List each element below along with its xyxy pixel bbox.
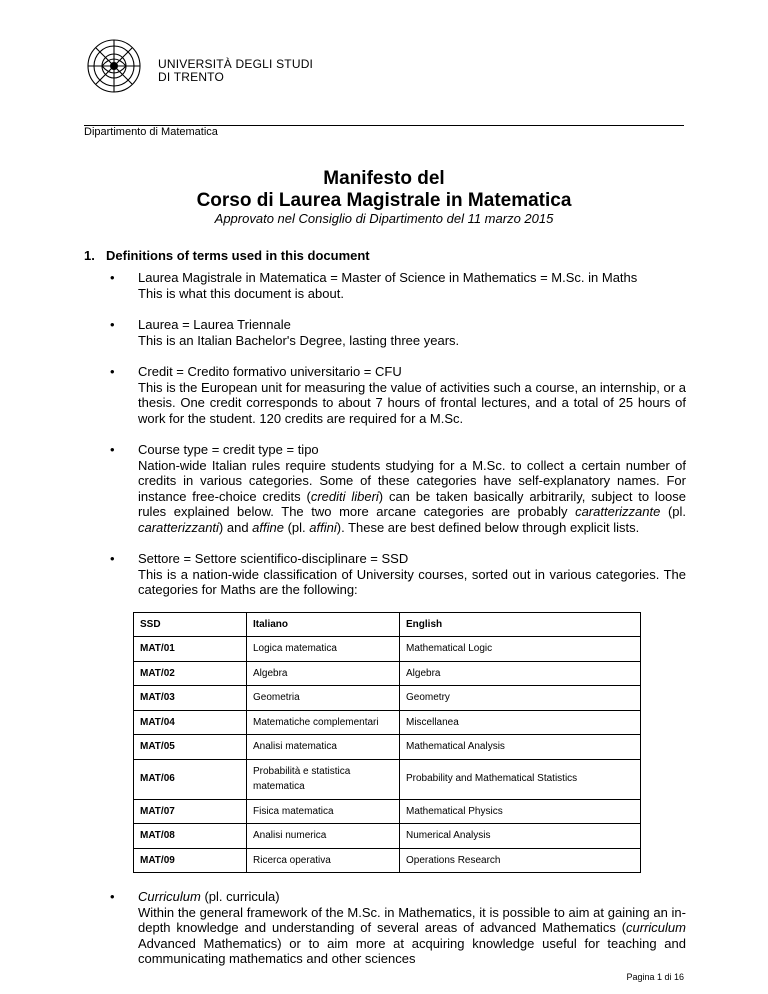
- bullet-dot-icon: •: [110, 551, 115, 566]
- list-item: [110, 317, 686, 348]
- item-lead: Laurea Magistrale in Matematica = Master of Science in Mathematics = M.Sc. in Maths: [138, 270, 638, 285]
- section-number: 1.: [84, 248, 95, 263]
- table-row: [134, 848, 641, 873]
- table-cell: Algebra: [400, 661, 641, 686]
- department-name: Dipartimento di Matematica: [84, 126, 218, 138]
- text-run: Within the general framework of the M.Sc. in Mathematics, it is possible to aim at gaining an in-depth knowledge and understanding of several areas of advanced Mathematics (: [138, 904, 686, 935]
- table-cell: Numerical Analysis: [400, 824, 641, 849]
- table-row: [134, 799, 641, 824]
- list-item: [110, 364, 686, 426]
- italic-term: affine: [252, 519, 284, 535]
- table-cell: Mathematical Analysis: [400, 735, 641, 760]
- table-cell: MAT/07: [134, 799, 247, 824]
- list-item: [110, 442, 686, 535]
- table-cell: Analisi matematica: [247, 735, 400, 760]
- item-lead: Course type = credit type = tipo: [138, 442, 319, 457]
- italic-term: caratterizzante: [575, 504, 661, 519]
- list-item: [110, 270, 686, 301]
- italic-term: Curriculum: [138, 889, 201, 904]
- italic-term: crediti liberi: [310, 488, 379, 504]
- table-cell: MAT/04: [134, 710, 247, 735]
- text-run: ) can be taken basically arbitrarily, subject to loose rules explained below. The two more arcane categories are probably: [138, 488, 687, 519]
- table-cell: Miscellanea: [400, 710, 641, 735]
- table-cell: Matematiche complementari: [247, 710, 400, 735]
- table-row: [134, 661, 641, 686]
- table-row: [134, 637, 641, 662]
- university-seal-icon: [84, 36, 148, 94]
- item-body: This is the European unit for measuring the value of activities such a course, an internship, or a thesis. One credit corresponds to about 7 hours of frontal lectures, and a total of 25 hours of work for the student. 120 credits are required for a M.Sc.: [138, 379, 686, 426]
- list-item: [110, 551, 686, 873]
- table-cell: MAT/03: [134, 686, 247, 711]
- italic-term: caratterizzanti: [138, 519, 219, 535]
- definitions-list: [110, 270, 686, 983]
- title-line-2: Corso di Laurea Magistrale in Matematica: [196, 190, 572, 211]
- text-run: Nation-wide Italian rules require students studying for a M.Sc. to collect a certain number of credits in various categories. Some of these categories have self-explanatory names. For instance free-choice credits (: [138, 457, 686, 504]
- table-cell: Fisica matematica: [247, 799, 400, 824]
- table-cell: MAT/09: [134, 848, 247, 873]
- document-title: [0, 168, 768, 212]
- text-run: Advanced Mathematics) or to aim more at acquiring knowledge useful for teaching and communicating mathematics and other sciences: [138, 935, 686, 966]
- item-body: This is what this document is about.: [138, 285, 344, 301]
- ssd-table: [133, 612, 641, 874]
- page-number: Pagina 1 di 16: [626, 972, 684, 982]
- section-title: Definitions of terms used in this document: [106, 248, 370, 263]
- item-lead: Settore = Settore scientifico-disciplinare = SSD: [138, 551, 409, 566]
- table-header: Italiano: [247, 612, 400, 637]
- table-cell: Mathematical Logic: [400, 637, 641, 662]
- italic-term: affini: [309, 519, 337, 535]
- table-cell: Geometria: [247, 686, 400, 711]
- item-body: [138, 458, 686, 536]
- item-body: This is an Italian Bachelor's Degree, lasting three years.: [138, 332, 460, 348]
- text-run: ) and: [218, 519, 253, 535]
- item-lead: Laurea = Laurea Triennale: [138, 317, 291, 332]
- table-cell: Probabilità e statistica matematica: [247, 759, 400, 799]
- item-body: [138, 905, 686, 967]
- table-row: [134, 735, 641, 760]
- table-cell: MAT/05: [134, 735, 247, 760]
- university-logo: [84, 36, 314, 96]
- list-item: [110, 889, 686, 967]
- table-header: SSD: [134, 612, 247, 637]
- text-run: (pl.: [660, 504, 687, 519]
- table-cell: Algebra: [247, 661, 400, 686]
- table-cell: Geometry: [400, 686, 641, 711]
- title-line-1: Manifesto del: [323, 168, 445, 189]
- table-cell: Analisi numerica: [247, 824, 400, 849]
- table-row: [134, 710, 641, 735]
- item-body: This is a nation-wide classification of University courses, sorted out in various categories. The categories for Maths are the following:: [138, 566, 686, 597]
- table-row: [134, 686, 641, 711]
- table-cell: MAT/06: [134, 759, 247, 799]
- item-lead: Credit = Credito formativo universitario = CFU: [138, 364, 402, 379]
- section-heading: [84, 248, 370, 263]
- bullet-dot-icon: •: [110, 364, 115, 379]
- bullet-dot-icon: •: [110, 442, 115, 457]
- italic-term: curriculum: [626, 920, 686, 935]
- table-header: English: [400, 612, 641, 637]
- item-lead: [138, 889, 686, 905]
- text-run: (pl.: [283, 519, 310, 535]
- table-row: [134, 759, 641, 799]
- table-cell: MAT/01: [134, 637, 247, 662]
- bullet-dot-icon: •: [110, 270, 115, 285]
- table-header-row: [134, 612, 641, 637]
- logo-line-1: UNIVERSITÀ DEGLI STUDI: [158, 57, 314, 71]
- logo-line-2: DI TRENTO: [158, 70, 225, 84]
- text-run: (pl. curricula): [200, 889, 280, 904]
- table-cell: Mathematical Physics: [400, 799, 641, 824]
- document-subtitle: Approvato nel Consiglio di Dipartimento del 11 marzo 2015: [214, 211, 554, 226]
- text-run: ). These are best defined below through explicit lists.: [336, 519, 640, 535]
- bullet-dot-icon: •: [110, 317, 115, 332]
- table-cell: Operations Research: [400, 848, 641, 873]
- table-row: [134, 824, 641, 849]
- table-cell: MAT/08: [134, 824, 247, 849]
- table-cell: MAT/02: [134, 661, 247, 686]
- table-cell: Ricerca operativa: [247, 848, 400, 873]
- bullet-dot-icon: •: [110, 889, 115, 904]
- table-cell: Logica matematica: [247, 637, 400, 662]
- table-cell: Probability and Mathematical Statistics: [400, 759, 641, 799]
